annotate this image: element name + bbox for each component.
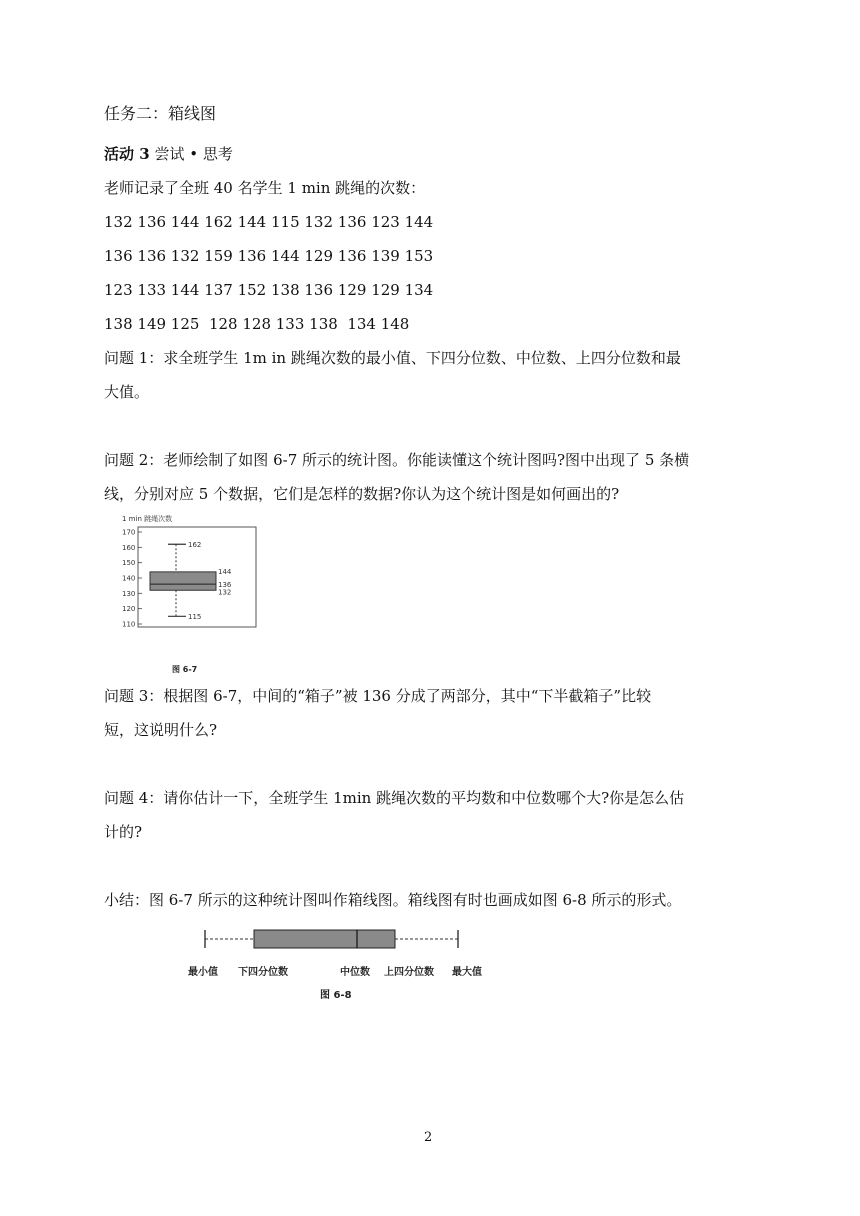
figure-6-8 [196,926,466,954]
data-row: 132 136 144 162 144 115 132 136 123 144 [104,213,434,231]
q1-label: 132 [218,588,232,597]
question-4-line-1: 问题 4：请你估计一下，全班学生 1min 跳绳次数的平均数和中位数哪个大?你是怎么估 [104,789,685,807]
figure-6-7-caption: 图 6-7 [172,665,198,674]
label-max: 最大值 [452,967,482,978]
y-axis-ticks [122,529,142,629]
y-tick-label: 140 [122,574,136,583]
intro-text: 老师记录了全班 40 名学生 1 min 跳绳的次数： [104,179,426,197]
label-lower-quartile: 下四分位数 [238,967,288,978]
y-tick-label: 130 [122,589,136,598]
q3-label: 144 [218,567,232,576]
label-upper-quartile: 上四分位数 [384,967,434,978]
data-row: 136 136 132 159 136 144 129 136 139 153 [104,247,434,265]
y-tick-label: 150 [122,559,136,568]
task-title: 任务二：箱线图 [104,104,217,123]
activity-heading [104,144,233,164]
figure-6-7 [118,510,258,655]
activity-rest: 尝试 • 思考 [149,145,233,163]
y-tick-label: 170 [122,528,136,537]
min-label: 115 [188,612,202,621]
box-iqr [150,572,216,590]
box-plot-horizontal [196,926,466,954]
question-1-line-1: 问题 1：求全班学生 1m in 跳绳次数的最小值、下四分位数、中位数、上四分位数和最 [104,349,681,367]
question-1-line-2: 大值。 [104,383,150,401]
summary-text: 小结：图 6-7 所示的这种统计图叫作箱线图。箱线图有时也画成如图 6-8 所示的形式。 [104,891,682,909]
question-3-line-2: 短，这说明什么? [104,721,218,739]
max-label: 162 [188,540,202,549]
median-label: 136 [218,581,232,590]
activity-label: 活动 3 [104,145,150,163]
data-row: 123 133 144 137 152 138 136 129 129 134 [104,281,434,299]
y-tick-label: 120 [122,605,136,614]
question-3-line-1: 问题 3：根据图 6-7，中间的“箱子”被 136 分成了两部分，其中“下半截箱子”比较 [104,687,652,705]
question-2-line-1: 问题 2：老师绘制了如图 6-7 所示的统计图。你能读懂这个统计图吗?图中出现了 5 条横 [104,451,690,469]
y-tick-label: 160 [122,543,136,552]
y-tick-label: 110 [122,620,136,629]
page-number: 2 [424,1130,433,1145]
figure-6-8-caption: 图 6-8 [320,990,352,1001]
label-median: 中位数 [340,967,370,978]
question-4-line-2: 计的? [104,823,143,841]
box-plot-vertical [118,510,258,655]
y-axis-label: 1 min 跳绳次数 [122,515,173,523]
label-min: 最小值 [188,967,218,978]
question-2-line-2: 线，分别对应 5 个数据，它们是怎样的数据?你认为这个统计图是如何画出的? [104,485,620,503]
data-row: 138 149 125 128 128 133 138 134 148 [104,315,410,333]
box-iqr [254,930,395,948]
